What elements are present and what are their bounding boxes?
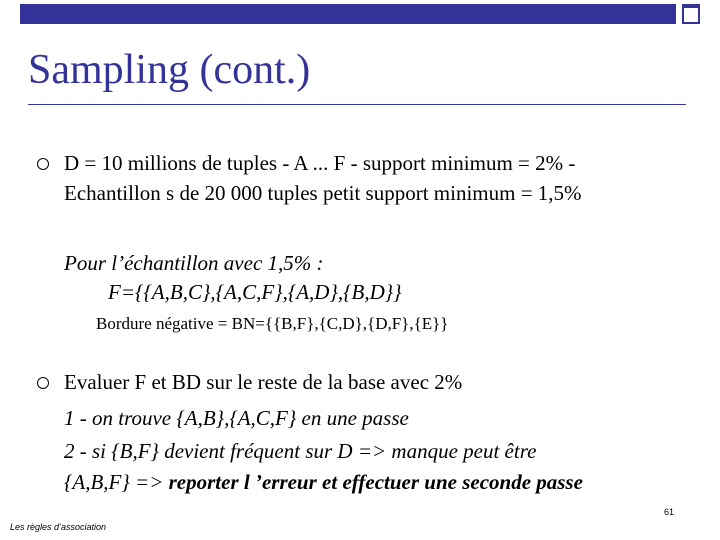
slide-title: Sampling (cont.) [28, 47, 311, 93]
negative-border-line: Bordure négative = BN={{B,F},{C,D},{D,F},{E}} [96, 314, 449, 333]
bullet2-line4-emphasis: reporter l ’erreur et effectuer une seconde passe [168, 470, 583, 494]
bullet2-line2: 1 - on trouve {A,B},{A,C,F} en une passe [64, 406, 409, 430]
bullet1-line1: D = 10 millions de tuples - A ... F - support minimum = 2% - [64, 151, 576, 175]
top-banner-square-outline [682, 6, 700, 24]
sub-line1: Pour l’échantillon avec 1,5% : [64, 251, 324, 275]
sub-line2: F={{A,B,C},{A,C,F},{A,D},{B,D}} [108, 280, 402, 304]
bullet1-line2: Echantillon s de 20 000 tuples petit support minimum = 1,5% [64, 181, 582, 205]
bullet2-line3: 2 - si {B,F} devient fréquent sur D => manque peut être [64, 439, 537, 463]
bullet2-line4 [64, 467, 583, 497]
bullet2-line4-start: {A,B,F} => [64, 470, 169, 494]
top-banner-bar [20, 4, 676, 24]
page-number: 61 [664, 507, 675, 517]
bullet-circle-icon [37, 158, 49, 170]
bullet-circle-icon [37, 377, 49, 389]
bullet2-line1: Evaluer F et BD sur le reste de la base avec 2% [64, 370, 463, 394]
footer-caption: Les règles d’association [10, 522, 107, 532]
title-underline [28, 104, 686, 105]
